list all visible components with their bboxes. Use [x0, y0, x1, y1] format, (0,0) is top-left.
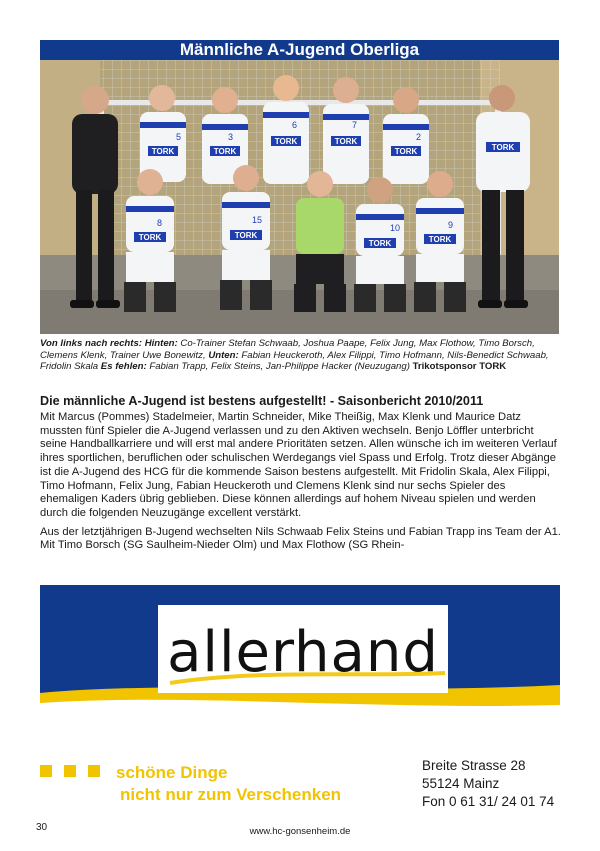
ad-square-markers — [40, 762, 116, 784]
page-number: 30 — [36, 822, 48, 833]
ad-banner-graphic — [40, 585, 560, 730]
front-number-5: 9 — [448, 220, 454, 230]
caption-missing-label: Es fehlen: — [100, 361, 147, 373]
caption-missing-names: Fabian Trapp, Felix Steins, Jan-Philippe Hacker (Neuzugang) — [149, 361, 410, 373]
back-number-4: 7 — [352, 120, 358, 130]
back-number-2: 3 — [228, 132, 234, 142]
ad-street: Breite Strasse 28 — [422, 758, 526, 773]
shirt-sponsor-6: TORK — [491, 143, 515, 152]
headline-text: Männliche A-Jugend Oberliga — [179, 40, 420, 59]
back-number-3: 6 — [292, 120, 298, 130]
front-number-1: 8 — [157, 218, 163, 228]
ad-tagline — [40, 762, 360, 806]
shirt-sponsor-10: TORK — [428, 235, 452, 244]
photo-caption — [40, 338, 560, 373]
shirt-sponsor-8: TORK — [234, 231, 258, 240]
team-photo — [40, 60, 559, 334]
caption-lead: Von links nach rechts: — [40, 338, 143, 349]
website-url: www.hc-gonsenheim.de — [249, 826, 351, 837]
shirt-sponsor-1: TORK — [151, 147, 175, 156]
shirt-sponsor-9: TORK — [368, 239, 392, 248]
shirt-sponsor-2: TORK — [213, 147, 237, 156]
ad-tagline-line-2: nicht nur zum Verschenken — [120, 785, 342, 804]
shirt-sponsor-4: TORK — [334, 137, 358, 146]
ad-phone: Fon 0 61 31/ 24 01 74 — [422, 794, 555, 809]
front-number-4: 10 — [390, 223, 401, 233]
caption-back-names: Co-Trainer Stefan Schwaab, Joshua Paape, Felix Jung, Max Flothow, Timo Borsch, Clemens Klenk, Trainer Uwe Bonewitz, — [40, 338, 535, 361]
caption-back-label: Hinten: — [144, 338, 178, 349]
ad-tagline-line-1: schöne Dinge — [116, 763, 228, 782]
shirt-sponsor-5: TORK — [394, 147, 418, 156]
report-paragraph-1: Mit Marcus (Pommes) Stadelmeier, Martin Schneider, Mike Theißig, Max Klenk und Maurice Datz mussten fünf Spieler die A-Jugend verlassen und zu den Aktiven wechseln. Benjo Löffler unterbricht seine Handballkarriere und will erst mal andere Prioritäten setzen. Allen wünsche ich im weiteren Verlauf ihres sportlichen, beruflichen oder schulischen Werdegangs viel Spass und Erfolg. Trotz dieser Abgänge ist die A-Jugend des HCG für die kommende Saison bestens aufgestellt. Mit Fridolin Skala, Alex Filippi, Timo Hofmann, Felix Jung, Fabian Heuckeroth und Clemens Klenk sind nur sechs Spieler des ehemaligen Kaders übrig geblieben. Diese können allerdings auf hohem Niveau spielen und werden durch die folgenden Neuzugänge excellent verstärkt. — [40, 411, 557, 519]
report-title: Die männliche A-Jugend ist bestens aufgestellt! - Saisonbericht 2010/2011 — [40, 394, 484, 408]
report-paragraph-2: Aus der letztjährigen B-Jugend wechselten Nils Schwaab Felix Steins und Fabian Trapp ins Team der A1. Mit Timo Borsch (SG Saulheim-Nieder Olm) und Max Flothow (SG Rhein- — [40, 525, 561, 552]
caption-front-label: Unten: — [208, 349, 239, 361]
ad-address — [422, 757, 572, 811]
ad-city: 55124 Mainz — [422, 776, 500, 791]
caption-sponsor: Trikotsponsor TORK — [412, 361, 507, 373]
back-number-1: 5 — [176, 132, 182, 142]
report-body — [40, 411, 562, 558]
caption-front-names: Fabian Heuckeroth, Alex Filippi, Timo Hofmann, Nils-Benedict Schwaab, Fridolin Skala — [40, 349, 549, 373]
back-number-5: 2 — [416, 132, 422, 142]
front-number-2: 15 — [252, 215, 263, 225]
ad-banner — [40, 585, 560, 730]
headline-banner — [40, 40, 559, 60]
shirt-sponsor-3: TORK — [274, 137, 298, 146]
team-photo-illustration — [40, 60, 559, 334]
shirt-sponsor-7: TORK — [138, 233, 162, 242]
ad-brand-logo: allerhand — [167, 620, 439, 685]
